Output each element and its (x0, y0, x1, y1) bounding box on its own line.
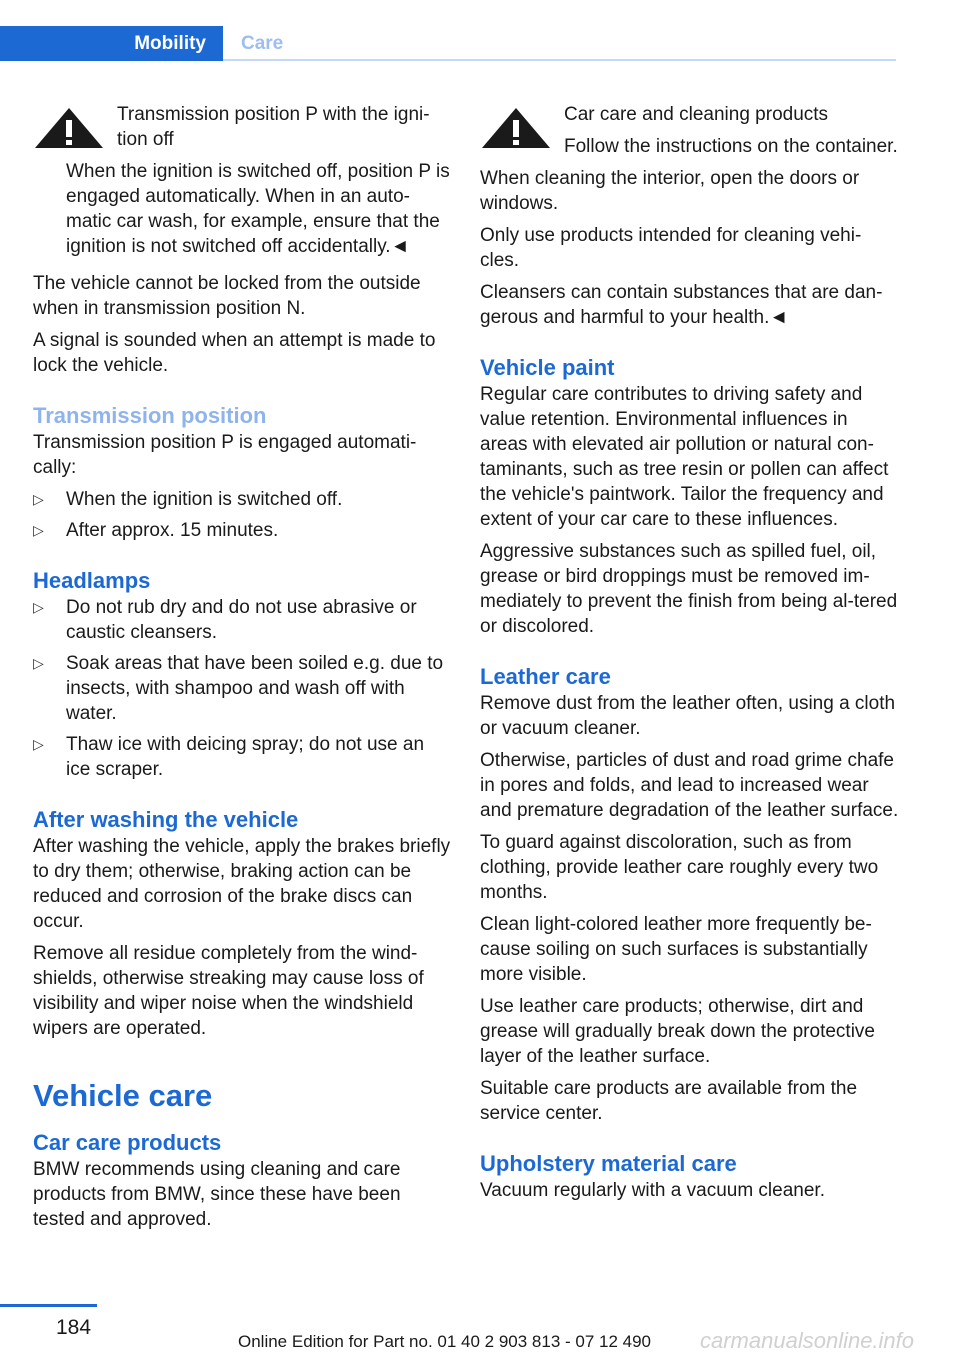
list-item (33, 518, 453, 543)
page-number: 184 (56, 1316, 92, 1339)
right-column (480, 102, 900, 1210)
list-item (33, 595, 453, 645)
list-item-text: Do not rub dry and do not use abrasive or caustic cleansers. (66, 597, 417, 643)
triangle-right-icon: ▷ (33, 655, 44, 671)
heading-leather-care: Leather care (480, 664, 611, 689)
list-item-text: After approx. 15 minutes. (66, 520, 279, 541)
triangle-right-icon: ▷ (33, 736, 44, 752)
triangle-right-icon: ▷ (33, 491, 44, 507)
paragraph: Remove all residue completely from the wind-shields, otherwise streaking may cause loss of visibility and wiper noise when the windshield wipers are operated. (33, 943, 424, 1039)
paragraph: Vacuum regularly with a vacuum cleaner. (480, 1180, 825, 1201)
paragraph: Remove dust from the leather often, using a cloth or vacuum cleaner. (480, 693, 896, 739)
header-rule (223, 59, 896, 61)
warning-title: Car care and cleaning products (564, 104, 829, 125)
paragraph: Suitable care products are available from the service center. (480, 1078, 858, 1124)
paragraph: Otherwise, particles of dust and road grime chafe in pores and folds, and lead to increased wear and premature degradation of the leather surface. (480, 750, 899, 821)
warning-triangle-icon (480, 106, 552, 150)
tab-mobility[interactable]: Mobility (0, 26, 223, 61)
heading-after-washing: After washing the vehicle (33, 807, 299, 832)
warning-box-cleaning (480, 102, 900, 159)
list-item (33, 487, 453, 512)
paragraph: When cleaning the interior, open the doors or windows. (480, 168, 860, 214)
warning-body: Follow the instructions on the container. (564, 136, 898, 157)
warning-body: When the ignition is switched off, position P is engaged automatically. When in an auto-matic car wash, for example, ensure that the ignition is not switched off accidentally.◄ (66, 161, 450, 257)
paragraph: Use leather care products; otherwise, dirt and grease will gradually break down the protective layer of the leather surface. (480, 996, 875, 1067)
list-item-text: When the ignition is switched off. (66, 489, 343, 510)
paragraph: After washing the vehicle, apply the brakes briefly to dry them; otherwise, braking action can be reduced and corrosion of the brake discs can occur. (33, 836, 451, 932)
heading-headlamps: Headlamps (33, 568, 151, 593)
triangle-right-icon: ▷ (33, 522, 44, 538)
paragraph: The vehicle cannot be locked from the outside when in transmission position N. (33, 273, 421, 319)
edition-text: Online Edition for Part no. 01 40 2 903 813 - 07 12 490 (238, 1332, 652, 1351)
paragraph: To guard against discoloration, such as from clothing, provide leather care roughly every two months. (480, 832, 879, 903)
list-item (33, 651, 453, 726)
paragraph: Only use products intended for cleaning vehi-cles. (480, 225, 862, 271)
footer-rule (0, 1304, 97, 1307)
paragraph: Aggressive substances such as spilled fuel, oil, grease or bird droppings must be removed im-mediately to prevent the finish from being al-tered or discolored. (480, 541, 898, 637)
headlamps-list (33, 595, 453, 782)
paragraph: Regular care contributes to driving safety and value retention. Environmental influences in areas with elevated air pollution or natural con-taminants, such as tree resin or pollen can affect the vehicle's paintwork. Tailor the frequency and extent of your car care to these influences. (480, 384, 889, 530)
paragraph: BMW recommends using cleaning and care products from BMW, since these have been tested and approved. (33, 1159, 401, 1230)
heading-vehicle-care: Vehicle care (33, 1078, 213, 1113)
page-header (0, 26, 896, 61)
paragraph: Clean light-colored leather more frequently be-cause soiling on such surfaces is substantially more visible. (480, 914, 872, 985)
warning-title: Transmission position P with the igni-tion off (117, 104, 430, 150)
triangle-right-icon: ▷ (33, 599, 44, 615)
watermark: carmanualsonline.info (700, 1328, 915, 1353)
list-item-text: Soak areas that have been soiled e.g. due to insects, with shampoo and wash off with water. (66, 653, 444, 724)
heading-upholstery: Upholstery material care (480, 1151, 737, 1176)
paragraph: Transmission position P is engaged automati-cally: (33, 432, 417, 478)
tab-care[interactable]: Care (241, 32, 284, 54)
warning-triangle-icon (33, 106, 105, 150)
heading-vehicle-paint: Vehicle paint (480, 355, 615, 380)
paragraph: Cleansers can contain substances that are dan-gerous and harmful to your health.◄ (480, 282, 883, 328)
paragraph: A signal is sounded when an attempt is made to lock the vehicle. (33, 330, 436, 376)
heading-transmission-position: Transmission position (33, 403, 267, 428)
warning-box-transmission (33, 102, 453, 152)
list-item (33, 732, 453, 782)
list-item-text: Thaw ice with deicing spray; do not use an ice scraper. (66, 734, 425, 780)
transmission-list (33, 487, 453, 543)
left-column (33, 102, 453, 1239)
heading-car-care-products: Car care products (33, 1130, 222, 1155)
